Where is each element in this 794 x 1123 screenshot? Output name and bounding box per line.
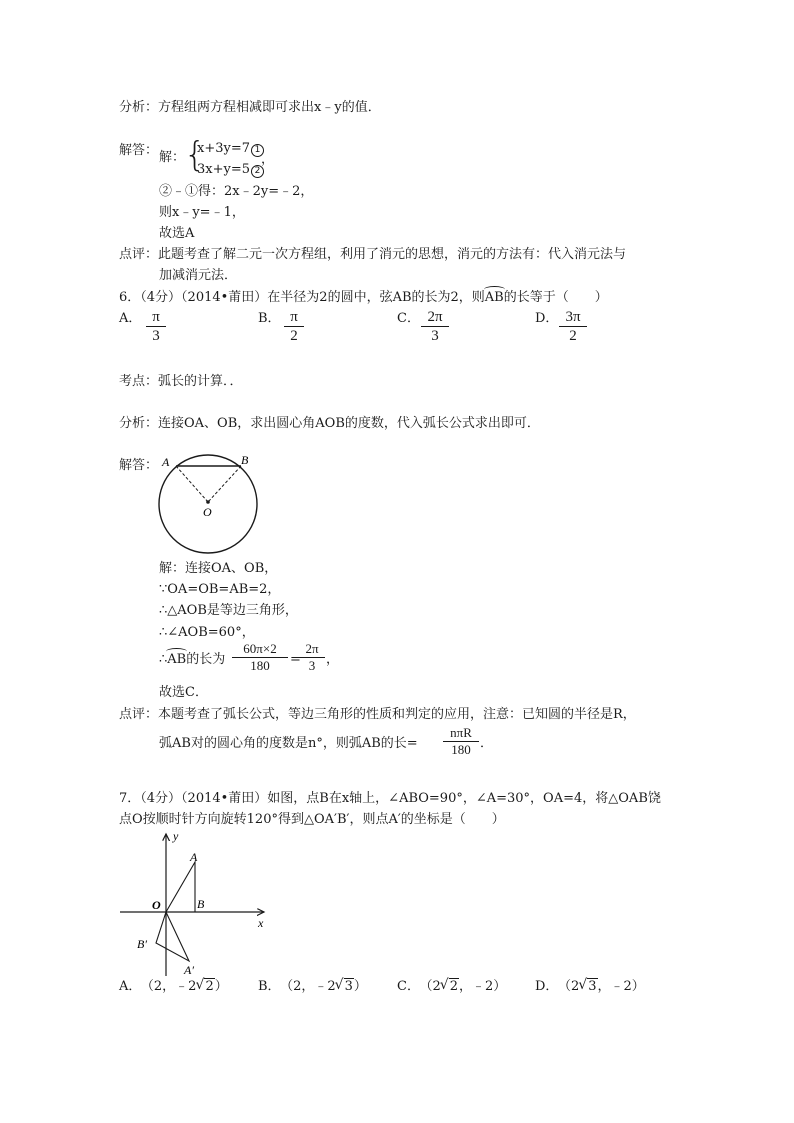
equation-2: 3x+y=5 2	[197, 162, 264, 178]
q5-comment-line-1: 点评：此题考查了解二元一次方程组，利用了消元的思想，消元的方法有：代入消元法与	[119, 247, 627, 262]
analysis-text: 方程组两方程相减即可求出x﹣y的值．	[158, 100, 381, 115]
q7-stem-line-2: 点O按顺时针方向旋转120°得到△OA′B′，则点A′的坐标是（ ）	[119, 812, 505, 827]
label-a: A	[190, 850, 198, 864]
q6-option-c-label: C．	[397, 311, 420, 326]
radius-oa	[176, 466, 208, 502]
radius-ob	[208, 466, 241, 502]
label-a-prime: A′	[184, 963, 194, 977]
center-point	[206, 500, 210, 504]
q6-stem: 6．（4分）（2014•莆田）在半径为2的圆中，弦AB的长为2，则AB的长等于（ ）	[119, 290, 608, 305]
circled-number-1: 1	[251, 144, 264, 157]
comment-tail: ．	[480, 736, 494, 751]
q5-comment-line-2: 加减消元法．	[159, 268, 238, 283]
label-o: O	[203, 505, 212, 519]
comment-label: 点评：	[119, 707, 159, 722]
q5-step-1: ②﹣①得：2x﹣2y=﹣2，	[159, 184, 314, 199]
q6-solution-6: 故选C．	[159, 685, 208, 700]
q6-option-d-value: 3π 2	[559, 309, 587, 344]
q7-stem-line-1: 7．（4分）（2014•莆田）如图，点B在x轴上，∠ABO=90°，∠A=30°，OA=4，将△OAB饶	[119, 791, 661, 806]
analysis-label: 分析：	[119, 100, 159, 115]
equation-1: x+3y=7 1	[197, 141, 264, 157]
q6-kaodian: 考点：弧长的计算．．	[119, 374, 243, 389]
label-b-prime: B′	[137, 937, 147, 951]
q6-comment-line-1: 点评：本题考查了弧长公式，等边三角形的性质和判定的应用，注意：已知圆的半径是R，	[119, 707, 636, 722]
q6-solution-3: ∴△AOB是等边三角形，	[159, 603, 298, 618]
q6-option-b-value: π 2	[284, 309, 304, 344]
equals-sign: =	[290, 652, 301, 667]
q7-option-d: D． （2√ 3，﹣2）	[535, 979, 645, 995]
arc-ab: AB	[167, 652, 187, 667]
label-o: O	[152, 898, 161, 912]
solution-5-tail: ，	[326, 652, 340, 667]
arc-formula-fraction: nπR 180	[443, 726, 479, 757]
circle-figure	[155, 452, 263, 556]
q7-option-a: A． （2，﹣2√ 2）	[119, 979, 228, 995]
q5-step-3: 故选A	[159, 226, 195, 241]
arc-length-fraction: 60π×2 180	[232, 642, 288, 673]
q6-comment-line-2: 弧AB对的圆心角的度数是n°，则弧AB的长=	[159, 736, 418, 751]
q6-option-c-value: 2π 3	[421, 309, 449, 344]
q6-answer-label: 解答：	[119, 458, 159, 473]
q6-solution-4: ∴∠AOB=60°，	[159, 625, 255, 640]
analysis-label: 分析：	[119, 416, 159, 431]
q6-solution-2: ∵OA=OB=AB=2，	[159, 582, 281, 597]
label-a: A	[162, 455, 170, 469]
coordinate-figure	[118, 828, 278, 978]
q5-analysis	[119, 100, 381, 116]
q5-solve-prefix: 解：	[159, 150, 186, 165]
equation-tail: ，	[261, 152, 275, 167]
system-brace: {	[184, 135, 206, 175]
q5-answer-label: 解答：	[119, 143, 159, 158]
q7-option-b: B． （2，﹣2√ 3）	[258, 979, 367, 995]
kaodian-label: 考点：	[119, 374, 159, 389]
label-y: y	[173, 829, 179, 843]
q6-analysis: 分析：连接OA、OB，求出圆心角AOB的度数，代入弧长公式求出即可．	[119, 416, 540, 431]
q5-step-2: 则x﹣y=﹣1，	[159, 205, 245, 220]
q6-solution-5: ∴AB的长为	[159, 652, 226, 667]
circle	[159, 455, 257, 553]
comment-label: 点评：	[119, 247, 159, 262]
label-b: B	[197, 897, 205, 911]
q6-option-b-label: B．	[258, 311, 281, 326]
circled-number-2: 2	[251, 165, 264, 178]
result-fraction: 2π 3	[299, 642, 325, 673]
label-x: x	[258, 916, 264, 930]
q6-option-d-label: D．	[535, 311, 559, 326]
label-b: B	[241, 453, 249, 467]
arc-ab: AB	[484, 290, 504, 305]
q7-option-c: C． （2√ 2，﹣2）	[397, 979, 506, 995]
triangle-oab	[166, 862, 195, 912]
triangle-oa-prime-b-prime	[156, 912, 189, 961]
q6-option-a-value: π 3	[146, 309, 166, 344]
q6-option-a-label: A．	[119, 311, 142, 326]
q6-solution-1: 解：连接OA、OB，	[159, 561, 278, 576]
